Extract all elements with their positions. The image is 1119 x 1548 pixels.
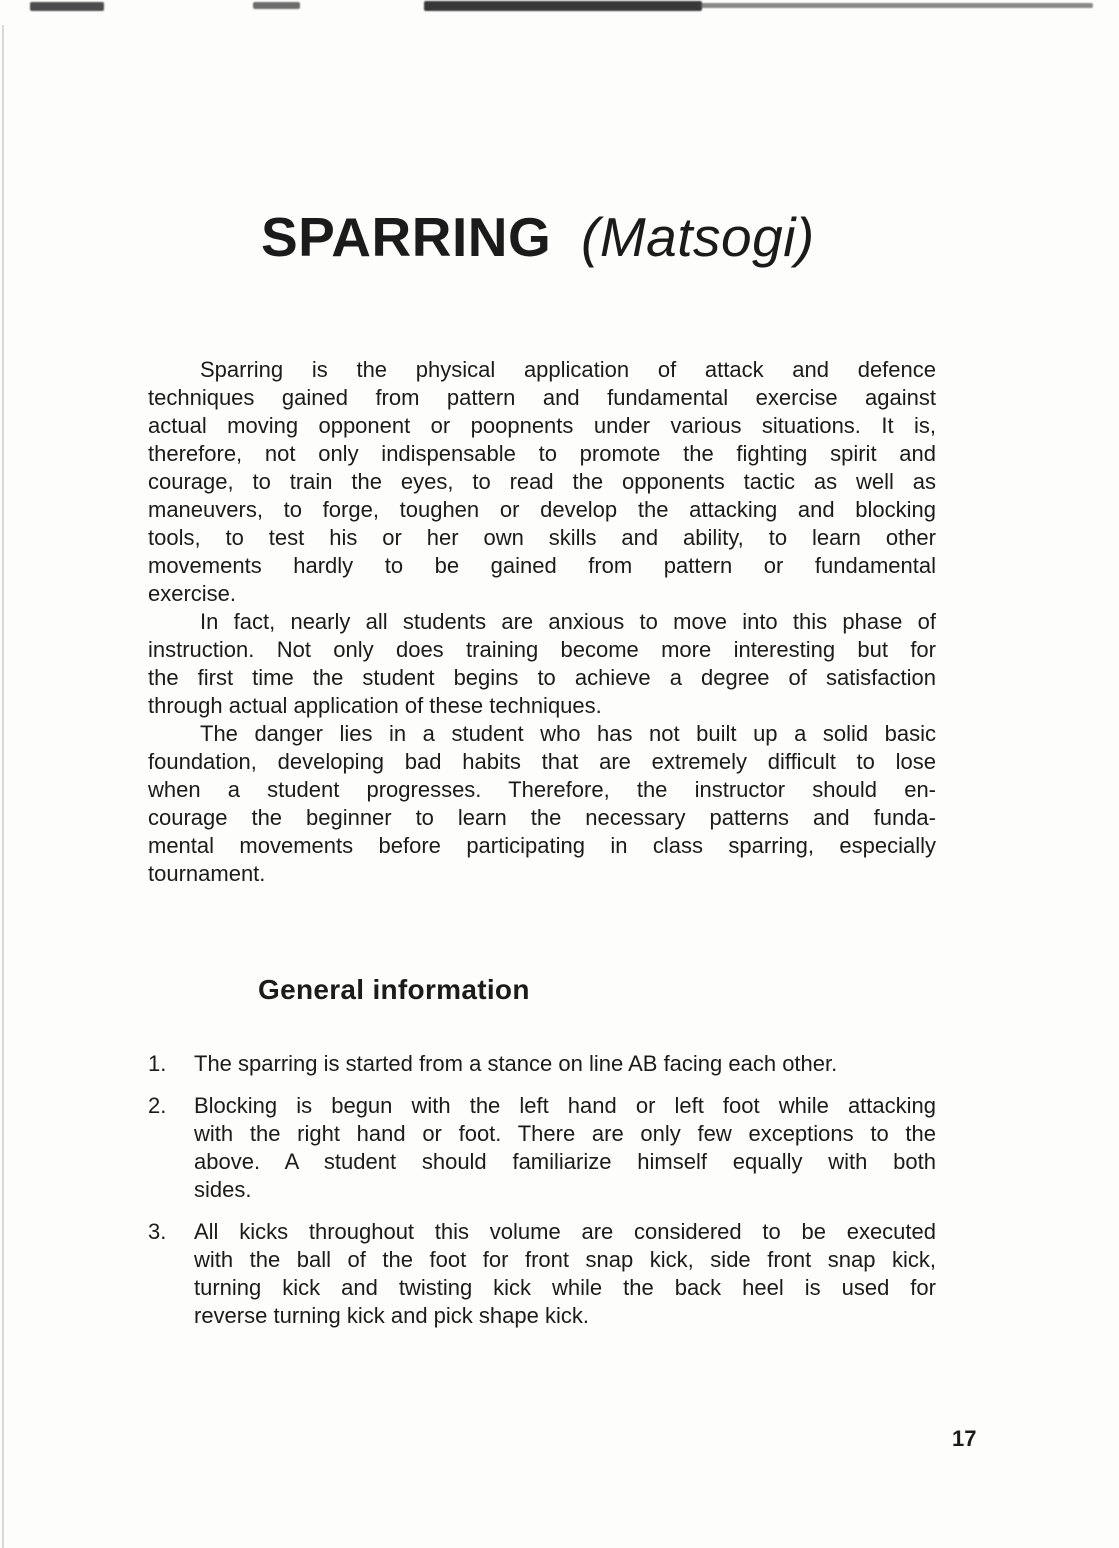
text-line: actual moving opponent or poopnents under various situations. It is, xyxy=(148,413,936,438)
general-information-list xyxy=(148,1050,936,1344)
page-edge xyxy=(2,25,4,1548)
text-line: courage the beginner to learn the necessary patterns and funda- xyxy=(148,805,936,830)
text-line: In fact, nearly all students are anxious to move into this phase of xyxy=(200,609,936,634)
text-line: The sparring is started from a stance on line AB facing each other. xyxy=(194,1051,838,1076)
chapter-title xyxy=(261,205,815,269)
text-line: Blocking is begun with the left hand or left foot while attacking xyxy=(194,1093,936,1118)
text-line: movements hardly to be gained from pattern or fundamental xyxy=(148,553,936,578)
text-line: exercise. xyxy=(148,581,237,606)
paragraph xyxy=(148,356,936,608)
scan-artifact xyxy=(700,3,1093,8)
list-item-text xyxy=(194,1050,936,1078)
text-line: instruction. Not only does training become more interesting but for xyxy=(148,637,936,662)
text-line: mental movements before participating in class sparring, especially xyxy=(148,833,936,858)
text-line: Sparring is the physical application of attack and defence xyxy=(200,357,936,382)
text-line: sides. xyxy=(194,1177,252,1202)
list-item-number: 1. xyxy=(148,1051,167,1076)
list-item xyxy=(148,1092,936,1204)
scan-artifact xyxy=(424,1,702,11)
text-line: with the right hand or foot. There are only few exceptions to the xyxy=(194,1121,936,1146)
text-line: reverse turning kick and pick shape kick. xyxy=(194,1303,589,1328)
text-line: therefore, not only indispensable to promote the fighting spirit and xyxy=(148,441,936,466)
page-number: 17 xyxy=(952,1426,977,1451)
text-line: All kicks throughout this volume are considered to be executed xyxy=(194,1219,936,1244)
body-paragraphs xyxy=(148,356,936,888)
list-item-number: 3. xyxy=(148,1219,167,1244)
list-item xyxy=(148,1050,936,1078)
text-line: The danger lies in a student who has not built up a solid basic xyxy=(200,721,936,746)
text-line: maneuvers, to forge, toughen or develop the attacking and blocking xyxy=(148,497,936,522)
scan-artifact xyxy=(253,2,300,9)
text-line: tournament. xyxy=(148,861,266,886)
text-line: when a student progresses. Therefore, the instructor should en- xyxy=(148,777,936,802)
list-item-number: 2. xyxy=(148,1093,167,1118)
chapter-title-main: SPARRING xyxy=(261,206,552,268)
text-line: above. A student should familiarize himself equally with both xyxy=(194,1149,936,1174)
scan-artifact xyxy=(30,2,104,11)
list-item-text xyxy=(194,1092,936,1204)
text-line: with the ball of the foot for front snap kick, side front snap kick, xyxy=(194,1247,936,1272)
text-line: turning kick and twisting kick while the back heel is used for xyxy=(194,1275,936,1300)
chapter-title-sub: (Matsogi) xyxy=(581,206,815,268)
text-line: courage, to train the eyes, to read the opponents tactic as well as xyxy=(148,469,936,494)
list-item-text xyxy=(194,1218,936,1330)
paragraph xyxy=(148,720,936,888)
list-item xyxy=(148,1218,936,1330)
section-heading: General information xyxy=(258,974,530,1005)
text-line: foundation, developing bad habits that are extremely difficult to lose xyxy=(148,749,936,774)
paragraph xyxy=(148,608,936,720)
text-line: through actual application of these techniques. xyxy=(148,693,602,718)
text-line: tools, to test his or her own skills and ability, to learn other xyxy=(148,525,936,550)
text-line: the first time the student begins to achieve a degree of satisfaction xyxy=(148,665,936,690)
text-line: techniques gained from pattern and fundamental exercise against xyxy=(148,385,936,410)
